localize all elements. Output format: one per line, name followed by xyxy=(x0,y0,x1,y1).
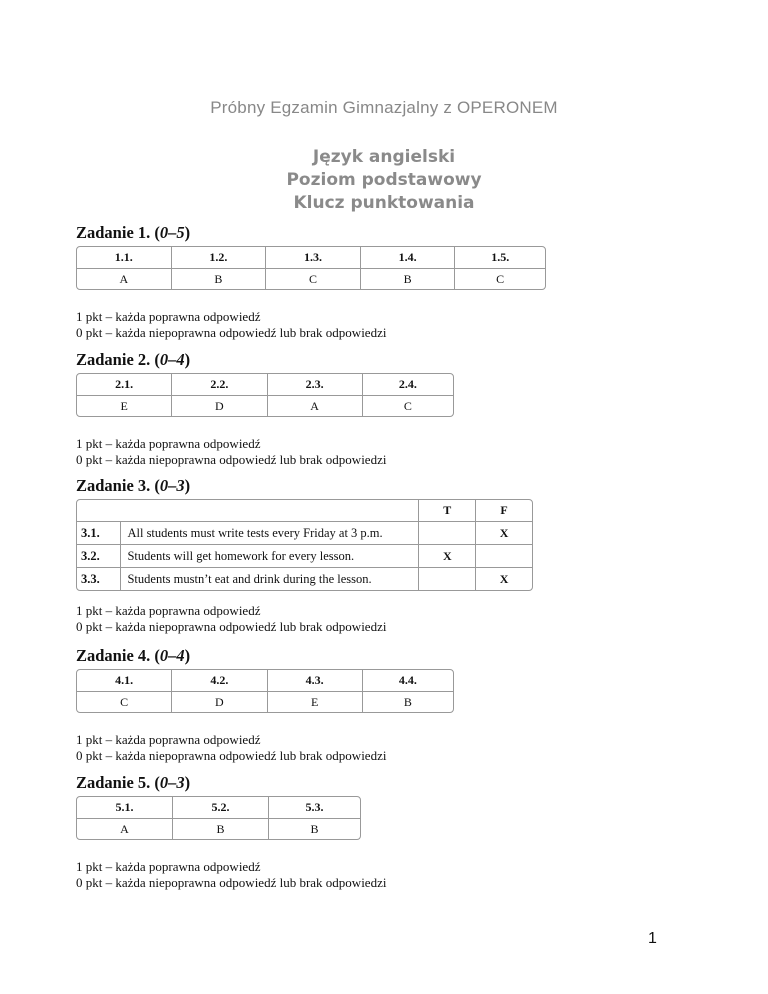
task2-title: Zadanie 2. (0–4) xyxy=(76,350,191,369)
task5-question: 5.2. xyxy=(173,797,269,819)
true-mark: X xyxy=(419,545,476,568)
false-mark xyxy=(476,545,532,568)
task4-answer: E xyxy=(268,692,363,712)
task2-answer: C xyxy=(403,398,412,413)
task2-question: 2.4. xyxy=(363,374,453,396)
task4-section xyxy=(76,645,454,764)
task3-section xyxy=(76,475,533,635)
task2-answer: A xyxy=(268,396,363,416)
task4-answer: C xyxy=(77,692,172,712)
statement-number: 3.3. xyxy=(77,568,121,590)
task1-title: Zadanie 1. (0–5) xyxy=(76,223,191,242)
task4-scoring: 1 pkt – każda poprawna odpowiedź 0 pkt – każda niepoprawna odpowiedź lub brak odpowiedzi xyxy=(76,732,387,763)
task5-title: Zadanie 5. (0–3) xyxy=(76,773,191,792)
task3-title: Zadanie 3. (0–3) xyxy=(76,476,191,495)
exam-title: Próbny Egzamin Gimnazjalny z OPERONEM xyxy=(210,98,558,117)
task4-table xyxy=(76,669,454,713)
task5-answer: A xyxy=(77,819,173,839)
task5-table xyxy=(76,796,361,840)
task2-question: 2.3. xyxy=(268,374,363,396)
task2-answer: E xyxy=(77,396,172,416)
task1-table xyxy=(76,246,546,290)
true-mark xyxy=(419,568,476,590)
task2-section xyxy=(76,349,454,468)
statement-text: All students must write tests every Friday at 3 p.m. xyxy=(121,522,419,545)
statement-number: 3.2. xyxy=(77,545,121,568)
task5-answer: B xyxy=(173,819,269,839)
task1-question: 1.4. xyxy=(361,247,456,269)
level-title: Poziom podstawowy xyxy=(286,170,482,190)
task2-table xyxy=(76,373,454,417)
task4-answer: B xyxy=(403,694,412,709)
task3-scoring: 1 pkt – każda poprawna odpowiedź 0 pkt – każda niepoprawna odpowiedź lub brak odpowiedzi xyxy=(76,603,387,634)
false-mark: X xyxy=(476,522,532,545)
task1-scoring: 1 pkt – każda poprawna odpowiedź 0 pkt – każda niepoprawna odpowiedź lub brak odpowiedzi xyxy=(76,309,387,340)
table-row xyxy=(77,522,532,545)
task5-scoring: 1 pkt – każda poprawna odpowiedź 0 pkt – każda niepoprawna odpowiedź lub brak odpowiedzi xyxy=(76,859,387,890)
task2-question: 2.1. xyxy=(77,374,172,396)
task5-question: 5.3. xyxy=(269,797,360,819)
task2-scoring: 1 pkt – każda poprawna odpowiedź 0 pkt – każda niepoprawna odpowiedź lub brak odpowiedzi xyxy=(76,436,387,467)
table-row xyxy=(77,568,532,590)
task4-question: 4.4. xyxy=(363,670,453,692)
true-mark xyxy=(419,522,476,545)
false-mark: X xyxy=(499,571,509,586)
task1-answer: B xyxy=(172,269,267,289)
task1-question: 1.5. xyxy=(455,247,545,269)
subtitles xyxy=(0,146,768,215)
false-column-header: F xyxy=(476,500,532,522)
key-title: Klucz punktowania xyxy=(293,193,475,213)
task1-answer: C xyxy=(496,271,505,286)
task5-question: 5.1. xyxy=(77,797,173,819)
task4-question: 4.2. xyxy=(172,670,267,692)
task1-section xyxy=(76,222,546,341)
task2-question: 2.2. xyxy=(172,374,267,396)
true-column-header: T xyxy=(419,500,476,522)
task4-question: 4.1. xyxy=(77,670,172,692)
task1-answer: C xyxy=(266,269,361,289)
statement-text: Students mustn’t eat and drink during the lesson. xyxy=(121,568,419,590)
table-row xyxy=(77,545,532,568)
task4-title: Zadanie 4. (0–4) xyxy=(76,646,191,665)
subject-title: Język angielski xyxy=(312,147,456,167)
task4-question: 4.3. xyxy=(268,670,363,692)
task2-answer: D xyxy=(172,396,267,416)
page-number: 1 xyxy=(648,930,657,947)
task5-section xyxy=(76,772,386,891)
task1-answer: B xyxy=(361,269,456,289)
task1-question: 1.3. xyxy=(266,247,361,269)
task4-answer: D xyxy=(172,692,267,712)
header xyxy=(0,98,768,118)
task5-answer: B xyxy=(310,821,319,836)
task1-question: 1.1. xyxy=(77,247,172,269)
task1-question: 1.2. xyxy=(172,247,267,269)
task3-table xyxy=(76,499,533,591)
statement-number: 3.1. xyxy=(77,522,121,545)
task1-answer: A xyxy=(77,269,172,289)
statement-text: Students will get homework for every lesson. xyxy=(121,545,419,568)
